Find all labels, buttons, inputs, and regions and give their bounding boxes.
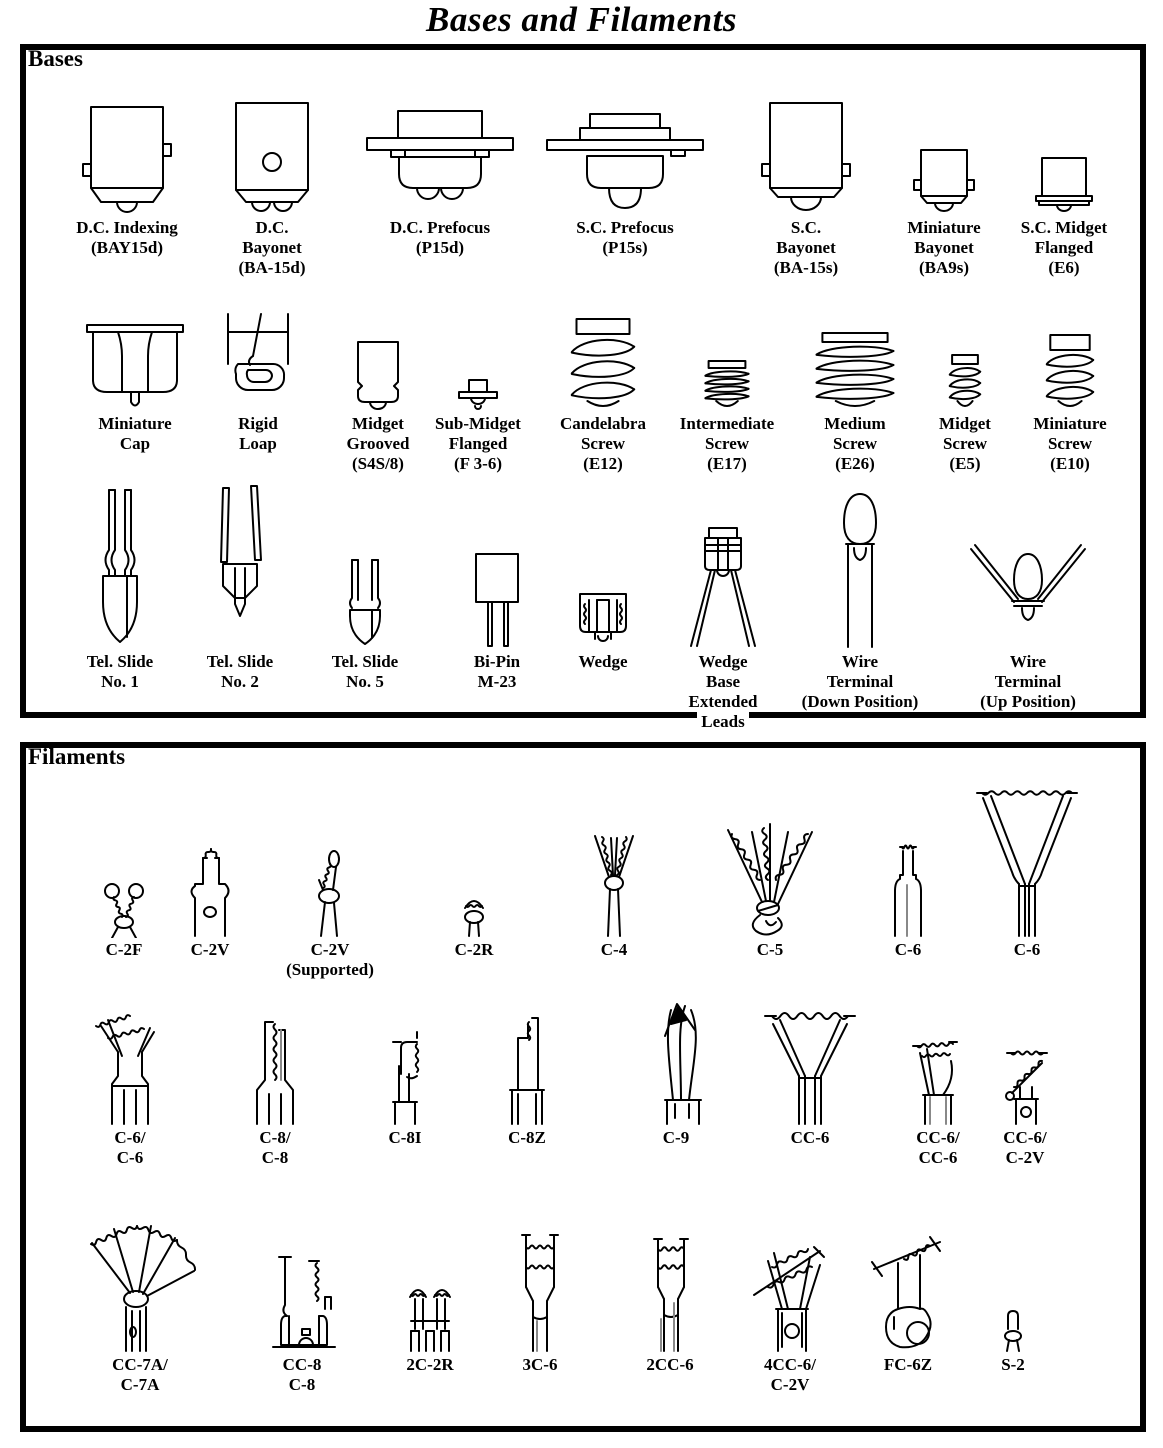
filament-item <box>950 1000 1100 1168</box>
candelabra-screw-illustration-icon <box>564 312 642 412</box>
c-6-large-illustration-icon <box>975 770 1079 938</box>
item-label: 4CC-6/ C-2V <box>760 1355 820 1395</box>
item-label: CC-6/ CC-6 <box>912 1128 963 1168</box>
item-label: C-5 <box>753 940 787 960</box>
item-label: D.C. Prefocus (P15d) <box>386 218 494 258</box>
filament-item <box>465 1212 615 1375</box>
filaments-section-header: Filaments <box>28 744 126 769</box>
item-label: C-4 <box>597 940 631 960</box>
miniature-bayonet-illustration-icon <box>911 96 977 216</box>
tel-slide-2-illustration-icon <box>205 484 275 650</box>
item-label: CC-8 C-8 <box>279 1355 326 1395</box>
item-label: Bi-Pin M-23 <box>470 652 524 692</box>
filament-item <box>200 1000 350 1168</box>
base-item <box>785 484 935 712</box>
base-item <box>365 96 515 258</box>
item-label: Wedge Base Extended Leads <box>685 652 762 732</box>
c-6-small-illustration-icon <box>885 770 931 938</box>
item-label: S.C. Midget Flanged (E6) <box>1017 218 1111 278</box>
tel-slide-5-illustration-icon <box>338 484 392 650</box>
filament-item <box>539 770 689 960</box>
item-label: S.C. Bayonet (BA-15s) <box>770 218 842 278</box>
wedge-illustration-icon <box>574 484 632 650</box>
item-label: C-6 <box>1010 940 1044 960</box>
item-label: Tel. Slide No. 2 <box>203 652 277 692</box>
sc-bayonet-illustration-icon <box>758 96 854 216</box>
2cc-6-illustration-icon <box>634 1212 706 1353</box>
item-label: Wedge <box>574 652 631 672</box>
item-label: C-6/ C-6 <box>110 1128 149 1168</box>
s-2-illustration-icon <box>999 1212 1027 1353</box>
filament-item <box>255 770 405 980</box>
tel-slide-1-illustration-icon <box>89 484 151 650</box>
c-6-c-6-illustration-icon <box>88 1000 172 1126</box>
filament-item <box>952 770 1102 960</box>
rigid-loap-illustration-icon <box>214 312 302 412</box>
item-label: D.C. Indexing (BAY15d) <box>72 218 182 258</box>
miniature-cap-illustration-icon <box>85 312 185 412</box>
base-item <box>953 484 1103 712</box>
dc-bayonet-illustration-icon <box>228 96 316 216</box>
item-label: Sub-Midget Flanged (F 3-6) <box>431 414 525 474</box>
item-label: C-8Z <box>504 1128 550 1148</box>
filament-item <box>399 770 549 960</box>
item-label: C-2V (Supported) <box>282 940 378 980</box>
wire-terminal-down-illustration-icon <box>830 484 890 650</box>
item-label: C-2V <box>187 940 234 960</box>
cc-7a-c-7a-illustration-icon <box>74 1212 206 1353</box>
wire-terminal-up-illustration-icon <box>966 484 1090 650</box>
base-item <box>290 484 440 692</box>
item-label: Medium Screw (E26) <box>820 414 889 474</box>
item-label: Wire Terminal (Up Position) <box>976 652 1080 712</box>
cc-6-c-2v-illustration-icon <box>996 1000 1054 1126</box>
filament-item <box>695 770 845 960</box>
item-label: Midget Screw (E5) <box>935 414 995 474</box>
item-label: Intermediate Screw (E17) <box>676 414 778 474</box>
base-item <box>197 96 347 278</box>
base-item <box>648 484 798 732</box>
4cc-6-c-2v-illustration-icon <box>744 1212 836 1353</box>
base-item <box>731 96 881 278</box>
base-item <box>989 96 1139 278</box>
filament-item <box>938 1212 1088 1375</box>
midget-grooved-illustration-icon <box>350 312 406 412</box>
item-label: Tel. Slide No. 1 <box>83 652 157 692</box>
item-label: S.C. Prefocus (P15s) <box>572 218 677 258</box>
item-label: Wire Terminal (Down Position) <box>798 652 923 712</box>
c-2r-illustration-icon <box>456 770 492 938</box>
filament-item <box>601 1000 751 1148</box>
c-8-c-8-illustration-icon <box>239 1000 311 1126</box>
sub-midget-flanged-illustration-icon <box>455 312 501 412</box>
item-label: C-6 <box>891 940 925 960</box>
filament-item <box>452 1000 602 1148</box>
item-label: C-2F <box>102 940 147 960</box>
page-title: Bases and Filaments <box>426 0 737 39</box>
item-label: 2CC-6 <box>642 1355 697 1375</box>
c-8z-illustration-icon <box>496 1000 558 1126</box>
item-label: CC-7A/ C-7A <box>108 1355 172 1395</box>
item-label: Miniature Screw (E10) <box>1029 414 1110 474</box>
c-4-illustration-icon <box>587 770 641 938</box>
c-2v-supported-illustration-icon <box>309 770 351 938</box>
item-label: S-2 <box>997 1355 1029 1375</box>
item-label: D.C. Bayonet (BA-15d) <box>234 218 309 278</box>
sc-midget-flanged-illustration-icon <box>1032 96 1096 216</box>
sc-prefocus-illustration-icon <box>545 96 705 216</box>
item-label: 2C-2R <box>402 1355 457 1375</box>
3c-6-illustration-icon <box>504 1212 576 1353</box>
miniature-screw-illustration-icon <box>1041 312 1099 412</box>
item-label: Midget Grooved (S4S/8) <box>343 414 414 474</box>
item-label: C-8I <box>384 1128 425 1148</box>
base-item <box>995 312 1145 474</box>
intermediate-screw-illustration-icon <box>700 312 754 412</box>
wedge-base-extended-leads-illustration-icon <box>677 484 769 650</box>
c-2v-illustration-icon <box>179 770 241 938</box>
item-label: FC-6Z <box>880 1355 936 1375</box>
bases-section-header: Bases <box>28 46 83 71</box>
medium-screw-illustration-icon <box>807 312 903 412</box>
item-label: Miniature Cap <box>94 414 175 454</box>
filament-item <box>65 1212 215 1395</box>
cc-6-illustration-icon <box>763 1000 857 1126</box>
2c-2r-illustration-icon <box>399 1212 461 1353</box>
c-8i-illustration-icon <box>379 1000 431 1126</box>
filament-item <box>55 1000 205 1168</box>
item-label: CC-6/ C-2V <box>999 1128 1050 1168</box>
base-item <box>550 96 700 258</box>
cc-8-c-8-illustration-icon <box>261 1212 343 1353</box>
c-9-illustration-icon <box>639 1000 713 1126</box>
item-label: CC-6 <box>787 1128 834 1148</box>
item-label: C-9 <box>659 1128 693 1148</box>
base-item <box>52 96 202 258</box>
bi-pin-m23-illustration-icon <box>468 484 526 650</box>
dc-prefocus-illustration-icon <box>365 96 515 216</box>
item-label: Rigid Loap <box>234 414 282 454</box>
item-label: 3C-6 <box>519 1355 562 1375</box>
item-label: C-8/ C-8 <box>255 1128 294 1168</box>
dc-indexing-illustration-icon <box>81 96 173 216</box>
item-label: Candelabra Screw (E12) <box>556 414 650 474</box>
item-label: Miniature Bayonet (BA9s) <box>903 218 984 278</box>
c-5-illustration-icon <box>714 770 826 938</box>
midget-screw-illustration-icon <box>946 312 984 412</box>
item-label: Tel. Slide No. 5 <box>328 652 402 692</box>
item-label: C-2R <box>451 940 498 960</box>
